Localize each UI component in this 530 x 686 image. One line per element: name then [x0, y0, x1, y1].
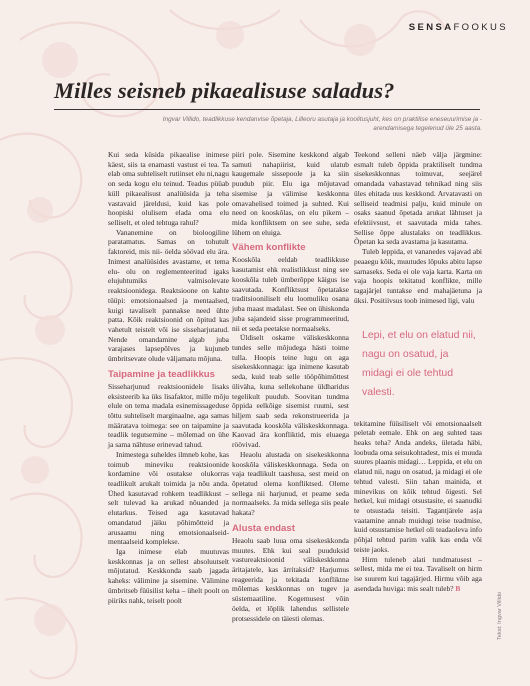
paragraph [354, 555, 482, 594]
paragraph: Üldiselt oskame väliskeskkonna tundes selle mõjudega hästi toime tulla. Hoopis teine lugu on aga sisekeskkonnaga: iga inimene kasutab seda, kuid teab selle tööpõhimõttest üliväha, kuna sellekohane üldharidus tegelikult puudub. Soovitan tundma õppida eelkõige sisemist ruumi, sest hiljem saab seda rekonstrueerida ja saavutada kooskõla väliskeskkonnaga. Kaovad ära konfliktid, mis eluaega röövivad. [232, 333, 349, 450]
paragraph: Vananemine on bioloogiline paratamatus. Samas on tohutult faktoreid, mis nii- öelda söövad elu ära. Inimest analüüsides avastame, et tema elu- olu on reglementeeritud igaks elujuhtumiks valmisolevate reaktsioonidega. Reaktsioone on kahte tüüpi: emotsionaalsed ja mentaalsed, kuigi tavaliselt pannakse need ühte patta. Kõik reaktsioonid on õpitud kas vahetult teistelt või ise sisseharjutatud. Nende omandamine algab juba varajases lapsepõlves ja kujuneb ümbritsevate olude väljamatu mõjuna. [108, 227, 229, 364]
text-column-1 [108, 150, 229, 605]
headline-divider [54, 109, 480, 110]
paragraph: Iga inimese elab muutuvas keskkonnas ja on sellest absoluutselt mõjutatud. Keskkonda saab jagada kaheks: välimine ja sisemine. Välimine ümbritseb füüsilist keha – ühelt poolt on piiriks nahk, teiselt poolt [108, 547, 229, 605]
paragraph: Tuleb leppida, et vananedes vajavad abi peaaegu kõik, muutudes lõpuks abitu lapse sarnaseks. Seda ei ole vaja karta. Karta on vaja hoopis tekitatud konflikte, mille tagajärjel tuntakse end mahajäetuna ja üksi. Positiivsus toob inimesed ligi, valu [354, 247, 482, 305]
pull-quote: Lepi, et elu on elatud nii, nagu on osatud, ja midagi ei ole tehtud valesti. [362, 328, 476, 398]
magazine-name: SENSA [408, 22, 454, 33]
section-header [409, 22, 508, 33]
subheading: Alusta endast [232, 522, 295, 534]
paragraph: Inimestega suheldes ilmneb kohe, kas toimub mineviku reaktsioonide kordamine või osutakse olukorras teadlikult arukalt toimida ja nõu anda. Ühed kasutavad rohkem teadlikkust – selt tulevad ka arukad nõuanded ja elutarkus. Teised aga kasutavad omandatud jäiku põhimõtteid ja arusaamu ning emotsionaalseid-mentaalseid komplekse. [108, 449, 229, 547]
end-mark: B [455, 583, 461, 593]
photo-credit: Tekst: Ingvar Villido [497, 591, 503, 640]
paragraph: tekitamine füüsiliselt või emotsionaalselt peletab eemale. Ehk on aeg suhted taas heaks teha? Anda andeks, ületada häbi, loobuda oma seisukohtadest, mis ei muuda suures plaanis midagi… Leppida, et elu on elatud nii, nagu on osatud, ja midagi ei ole tehtud valesti. Siin tahan mainida, et minevikus on kõik tehtud õigesti. Sel hetkel, kui midagi otsustasite, ei saanudki te otsustada teisiti. Tagantjärele asja vaatamine annab muidugi teise teadmise, kuid otsustamise hetkel oli teadaoleva info põhjal tehtud parim valik kas enda või teiste jaoks. [354, 418, 482, 554]
paragraph: piiri pole. Sisemine keskkond algab samuti nahapiirist, kuid ulatub kaugemale sissepoole ja ka siin puudub piir. Elu iga mõjutavad sisemise ja välimise keskkonna omavahelised toimed ja suhted. Kui need on kooskõlas, on elu pikem – mida konfliktsem on see suhe, seda lühem on eluiga. [232, 150, 349, 237]
text-column-3 [354, 150, 482, 593]
article-headline: Milles seisneb pikaealisuse saladus? [54, 78, 395, 103]
paragraph: Kui seda küsida pikaealise inimese käest, siis ta enamasti vastust ei tea. Ta elab oma suhteliselt rutiinset elu ni,nagu on seda kogu elu teinud. Teadus püüab küll pikaealisust analüüsida ja teha vastavaid järeldusi, kuid kas pole hoopiski olulisem elada oma elu selliselt, et oled tehtuga rahul? [108, 150, 229, 228]
subheading: Taipamine ja teadlikkus [108, 368, 215, 380]
paragraph-text: Hirm tuleneb alati tundmatusest – sellest, mida me ei tea. Tavaliselt on hirm ise suurem kui tagajärjed. Hirmu võib aga asendada huviga: mis sealt tuleb? [354, 554, 482, 593]
paragraph: Heaolu alustada on sisekeskkonna kooskõla väliskeskkonnaga. Seda on vaja teadlikult taashusa, sest meid on õpetatud olema konfliktsed. Oleme sellega nii harjunud, et peame seda normaalseks. Ja mida sellega siis peale hakata? [232, 449, 349, 518]
subheading: Vähem konflikte [232, 242, 306, 254]
author-intro: Ingvar Villido, teadlikkuse kendanvise õpetaja, Lilleoru asutaja ja koolitusjuht, kes on praktilise eneseuurimise ja -arendamisega tegelenud üle 25 aasta. [162, 116, 482, 132]
paragraph: Heaolu saab luua oma sisekeskkonda muutes. Ehk kui seal puuduksid vastureaktsioonid väliskeskkonna äritajatele, kas ärritaksid? Harjumus reageerida ja tekitada konfliktne mõlemas keskkonnas on tugev ja süstemaatiline. Kogemusest võin öelda, et lõplik lahendus sellistele protsessidele on täiesti olemas. [232, 535, 349, 623]
paragraph: Teekond selleni näeb välja järgmine: esmalt tuleb õppida praktiliselt tundma sisekeskkonnas toimuvat, seejärel omandada vabastavad tehnikad ning siis üles ehitada uus keskkond. Arvatavasti on selliseid teadmisi palju, kuid minule on osaks saanud õpetada arukat lähtuset ja efektiivsust, et saavutada mida tahes. Sellise õppe alustalaks on teadlikkus. Õpetan ka seda avastama ja kasutama. [354, 150, 482, 247]
paragraph: Kooskõla eeldab teadlikkuse kasutamist ehk realistlikkust ning see kooskõla tuleb ümberõppe käigus ise saavutada. Konfliktsust õpetatakse traditsiooniliselt elu loomuliku osana juba maast madalast. See on ühiskonda juba sajandeid sisse programmeeritud, nii et seda peetakse normaalseks. [232, 255, 349, 333]
paragraph: Sisseharjunud reaktsioonidele lisaks eksisteerib ka üks lisafaktor, mille mõju elule on tema madala esinemissageduse tõttu suhteliselt marginaalne, aga samas määratava toimega: see on taipamine ja teadlik tegutsemine – mõlemad on ühe ja sama nähtuse erinevad tahud. [108, 381, 229, 450]
section-name: FOOKUS [453, 22, 508, 33]
text-column-2 [232, 150, 349, 623]
